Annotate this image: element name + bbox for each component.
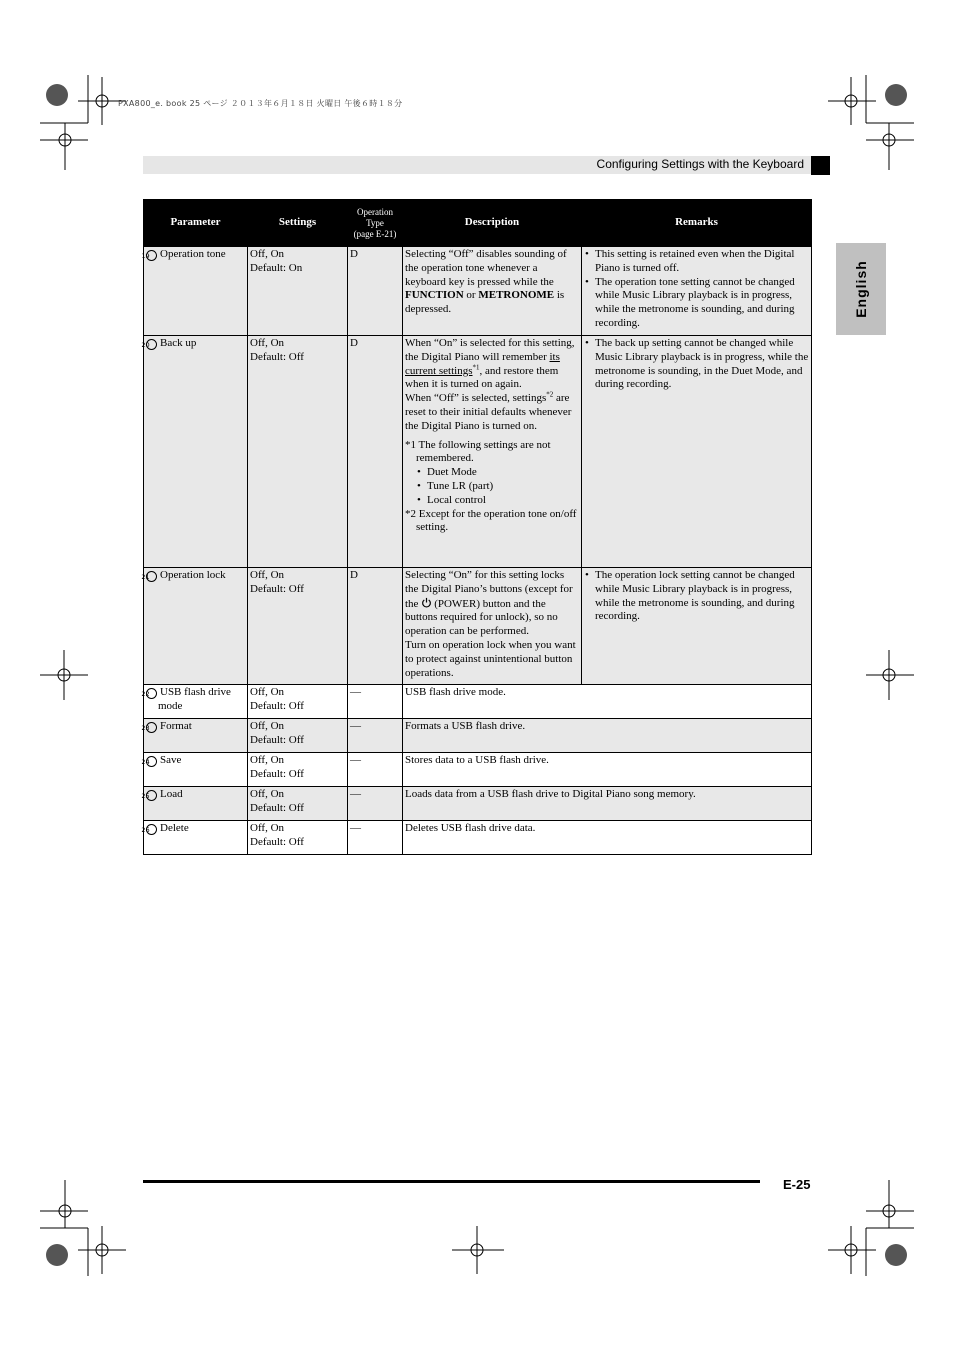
settings-cell: Off, On Default: Off	[248, 753, 348, 787]
type-cell: —	[348, 685, 403, 719]
description-cell: Selecting “On” for this setting locks the Digital Piano’s buttons (except for the (POWER) button and the buttons required for unlock), so no operation can be performed. Turn on operation lock when you want to protect against unintentional button operations.	[403, 568, 582, 685]
type-cell: —	[348, 753, 403, 787]
param-cell: 21 Operation lock	[144, 568, 248, 685]
header-marker-block	[811, 156, 830, 175]
settings-cell: Off, On Default: Off	[248, 336, 348, 568]
table-row	[144, 685, 812, 719]
description-cell: Deletes USB flash drive data.	[403, 821, 812, 855]
row-number: 23	[146, 722, 157, 733]
table-row	[144, 753, 812, 787]
footnote-item: • Local control	[427, 494, 579, 508]
remark-item: • This setting is retained even when the Digital Piano is turned off.	[595, 248, 809, 276]
footnote-item: • Tune LR (part)	[427, 480, 579, 494]
description-cell: When “On” is selected for this setting, the Digital Piano will remember its current settings$^{*1}$, and restore them when it is turned on again. When “Off” is selected, settings$^{*2}$ are reset to their initial defaults whenever the Digital Piano is turned on. *1 The following settings are not remembered. • Duet Mode • Tune LR (part) • Local control *2 Except for the operation tone on/off setting.	[403, 336, 582, 568]
row-number: 19	[146, 250, 157, 261]
description-cell: Loads data from a USB flash drive to Digital Piano song memory.	[403, 787, 812, 821]
settings-cell: Off, On Default: Off	[248, 568, 348, 685]
table-row	[144, 568, 812, 685]
table-row	[144, 336, 812, 568]
type-cell: D	[348, 568, 403, 685]
settings-cell: Off, On Default: Off	[248, 787, 348, 821]
header-parameter: Parameter	[144, 200, 248, 247]
page-number: E-25	[783, 1177, 811, 1192]
settings-cell: Off, On Default: On	[248, 247, 348, 336]
footer-rule	[143, 1180, 760, 1183]
param-cell: 26 Delete	[144, 821, 248, 855]
row-number: 24	[146, 756, 157, 767]
header-remarks: Remarks	[582, 200, 812, 247]
header-settings: Settings	[248, 200, 348, 247]
row-number: 21	[146, 571, 157, 582]
settings-cell: Off, On Default: Off	[248, 685, 348, 719]
param-cell: 19 Operation tone	[144, 247, 248, 336]
type-cell: —	[348, 821, 403, 855]
param-cell: 23 Format	[144, 719, 248, 753]
row-number: 22	[146, 688, 157, 699]
language-tab	[836, 243, 886, 335]
footnote-item: • Duet Mode	[427, 466, 579, 480]
header-operation-type: Operation Type (page E-21)	[348, 200, 403, 247]
param-cell: 24 Save	[144, 753, 248, 787]
table-row	[144, 787, 812, 821]
description-cell: Stores data to a USB flash drive.	[403, 753, 812, 787]
type-cell: —	[348, 787, 403, 821]
remark-item: • The back up setting cannot be changed while Music Library playback is in progress, while the metronome is sounding, in the Duet Mode, and during recording.	[595, 337, 809, 392]
type-cell: —	[348, 719, 403, 753]
settings-cell: Off, On Default: Off	[248, 719, 348, 753]
remarks-cell	[582, 336, 812, 568]
row-number: 25	[146, 790, 157, 801]
table-row	[144, 247, 812, 336]
type-cell: D	[348, 336, 403, 568]
table-header-row	[144, 200, 812, 247]
print-metadata: PXA800_e. book 25 ページ ２０１３年６月１８日 火曜日 午後６時１８分	[118, 99, 403, 108]
remark-item: • The operation tone setting cannot be changed while Music Library playback is in progress, while the metronome is sounding, and during recording.	[595, 276, 809, 331]
header-description: Description	[403, 200, 582, 247]
settings-cell: Off, On Default: Off	[248, 821, 348, 855]
language-tab-label: English	[853, 260, 869, 318]
param-cell: 25 Load	[144, 787, 248, 821]
remarks-cell	[582, 568, 812, 685]
description-cell: USB flash drive mode.	[403, 685, 812, 719]
param-cell: 20 Back up	[144, 336, 248, 568]
power-icon	[421, 597, 432, 608]
description-cell: Formats a USB flash drive.	[403, 719, 812, 753]
remarks-cell	[582, 247, 812, 336]
row-number: 26	[146, 824, 157, 835]
remark-item: • The operation lock setting cannot be changed while Music Library playback is in progress, while the metronome is sounding, and during recording.	[595, 569, 809, 624]
table-row	[144, 821, 812, 855]
table-row	[144, 719, 812, 753]
page-header-title: Configuring Settings with the Keyboard	[596, 157, 804, 171]
footnote-2: *2 Except for the operation tone on/off setting.	[405, 507, 577, 534]
description-cell: Selecting “Off” disables sounding of the operation tone whenever a keyboard key is pressed while the FUNCTION or METRONOME is depressed.	[403, 247, 582, 336]
row-number: 20	[146, 339, 157, 350]
param-cell: 22 USB flash drive mode	[144, 685, 248, 719]
footnote-1: *1 The following settings are not remembered.	[405, 438, 551, 465]
type-cell: D	[348, 247, 403, 336]
settings-table	[143, 199, 812, 855]
